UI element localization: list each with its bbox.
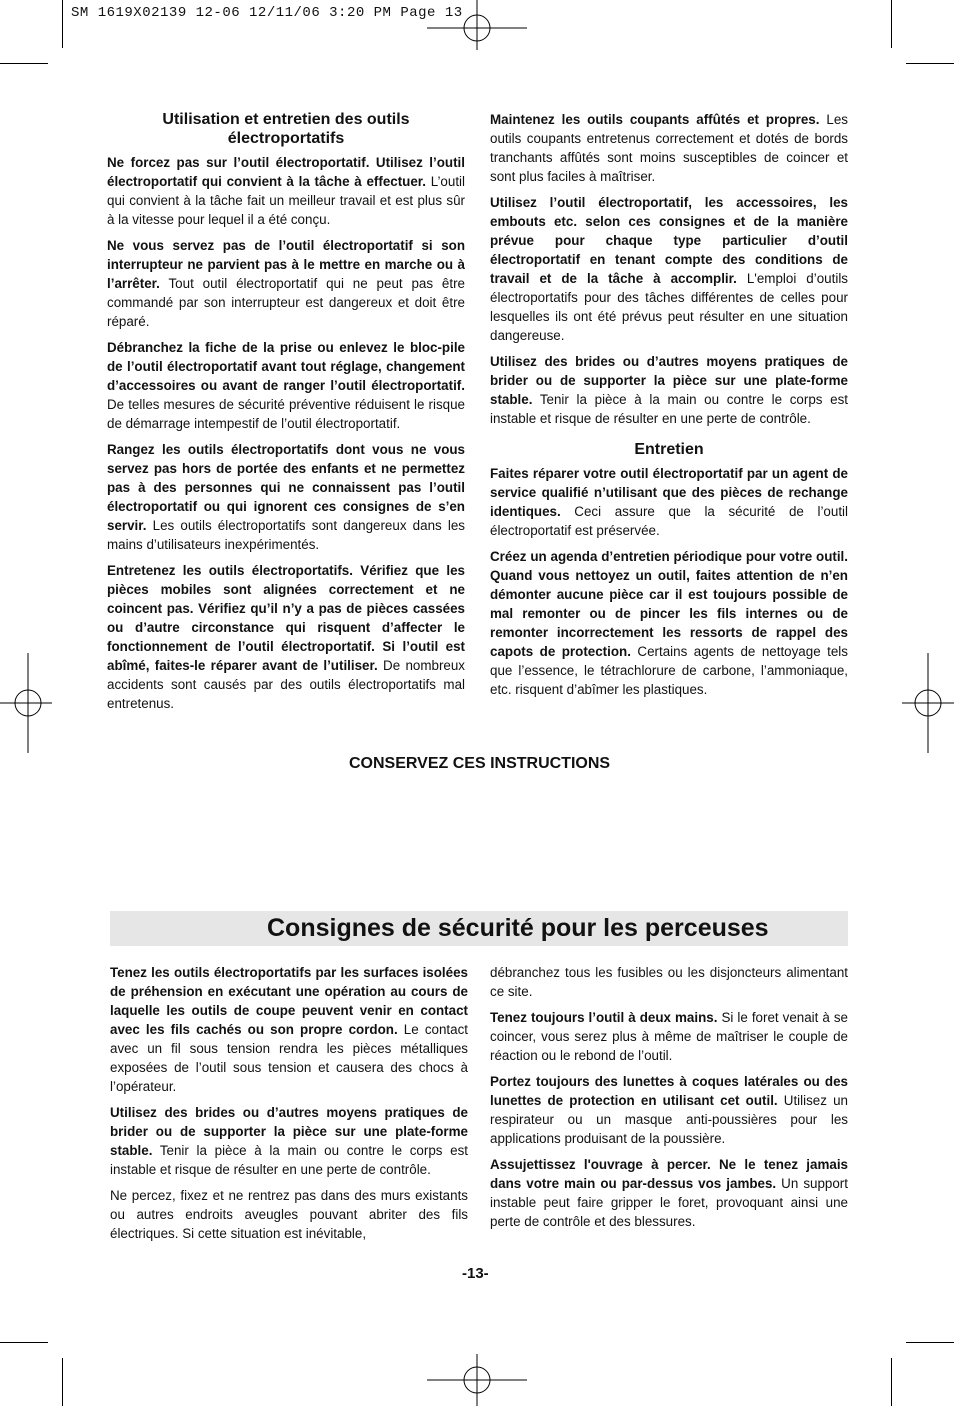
bold-lead: Utilisez l’outil électroportatif, les accessoires, les embouts etc. selon ces consignes et de la manière prévue pour chaque type particulier d’outil électroportatif en tenant compte des conditions de travail et de la tâche à accomplir. bbox=[490, 195, 848, 286]
paragraph bbox=[107, 338, 465, 433]
crop-mark bbox=[891, 0, 892, 48]
paragraph bbox=[110, 963, 468, 1096]
paragraph-text: Tout outil électroportatif qui ne peut pas être commandé par son interrupteur est dangereux et doit être réparé. bbox=[107, 276, 465, 329]
paragraph bbox=[490, 1155, 848, 1231]
paragraph bbox=[490, 464, 848, 540]
paragraph-text: Ceci assure que la sécurité de l’outil électroportatif est préservée. bbox=[490, 504, 848, 538]
bold-lead: Créez un agenda d’entretien périodique pour votre outil. Quand vous nettoyez un outil, faites attention de n’en démonter aucune pièce car il est toujours possible de mal remonter ou de pincer les fils internes ou de remonter incorrectement les ressorts de rappel des capots de protection. bbox=[490, 549, 848, 659]
paragraph bbox=[490, 963, 848, 1001]
paragraph bbox=[490, 547, 848, 699]
paragraph-text: Tenir la pièce à la main ou contre le corps est instable et risque de résulter en une perte de contrôle. bbox=[110, 1143, 468, 1177]
registration-mark-icon bbox=[427, 0, 527, 52]
bold-lead: Utilisez des brides ou d’autres moyens pratiques de brider ou de supporter la pièce sur une plate-forme stable. bbox=[490, 354, 848, 407]
bold-lead: Rangez les outils électroportatifs dont vous ne vous servez pas hors de portée des enfants et ne permettez pas à des personnes qui ne connaissent pas l’outil électroportatif ou qui ignorent ces consignes de s’en servir. bbox=[107, 442, 465, 533]
bold-lead: Entretenez les outils électroportatifs. Vérifiez que les pièces mobiles sont alignées correctement et ne coincent pas. Vérifiez qu’il n’y a pas de pièces cassées ou d’autre circonstance qui risquent d’affecter le fonctionnement de l’outil électroportatif. Si l’outil est abîmé, faites-le réparer avant de l’utiliser. bbox=[107, 563, 465, 673]
paragraph-text: L'emploi d’outils électroportatifs pour des tâches différentes de celles pour lesquelles ils ont été prévus peut résulter en une situation dangereuse. bbox=[490, 271, 848, 343]
bold-lead: Utilisez des brides ou d’autres moyens pratiques de brider ou de supporter la pièce sur une plate-forme stable. bbox=[110, 1105, 468, 1158]
paragraph bbox=[490, 193, 848, 345]
section-title: Consignes de sécurité pour les perceuses bbox=[267, 914, 769, 942]
crop-mark bbox=[62, 0, 63, 48]
drill-left-column bbox=[110, 963, 468, 1250]
paragraph bbox=[107, 561, 465, 713]
paragraph-text: Le contact avec un fil sous tension rendra les pièces métalliques exposées de l’outil sous tension et causera des chocs à l’opérateur. bbox=[110, 1022, 468, 1094]
paragraph bbox=[490, 352, 848, 428]
section-title-banner bbox=[110, 911, 848, 946]
paragraph bbox=[110, 1103, 468, 1179]
paragraph-text: Certains agents de nettoyage tels que l’essence, le tétrachlorure de carbone, l’ammoniaque, etc. risquent d’abîmer les plastiques. bbox=[490, 644, 848, 697]
registration-mark-icon bbox=[902, 653, 954, 753]
crop-mark bbox=[906, 63, 954, 64]
paragraph-text: Les outils coupants entretenus correctement et dotés de bords tranchants affûtés sont moins susceptibles de coincer et sont plus faciles à maîtriser. bbox=[490, 112, 848, 184]
paragraph-text: Un support instable peut faire gripper le foret, provoquant ainsi une perte de contrôle et des blessures. bbox=[490, 1176, 848, 1229]
paragraph-text: Ne percez, fixez et ne rentrez pas dans des murs existants ou autres endroits aveugles pouvant abriter des fils électriques. Si cette situation est inévitable, bbox=[110, 1188, 468, 1241]
bold-lead: Tenez les outils électroportatifs par les surfaces isolées de préhension en exécutant une opération au cours de laquelle les outils de coupe peuvent venir en contact avec les fils cachés ou son propre cordon. bbox=[110, 965, 468, 1037]
paragraph-text: Tenir la pièce à la main ou contre le corps est instable et risque de résulter en une perte de contrôle. bbox=[490, 392, 848, 426]
crop-mark bbox=[891, 1358, 892, 1406]
paragraph-text: débranchez tous les fusibles ou les disjoncteurs alimentant ce site. bbox=[490, 965, 848, 999]
section-heading: Utilisation et entretien des outils électroportatifs bbox=[162, 111, 410, 147]
registration-mark-icon bbox=[427, 1354, 527, 1406]
paragraph-text: Si le foret venait à se coincer, vous serez plus à même de maîtriser le couple de réaction ou le rebond de l’outil. bbox=[490, 1010, 848, 1063]
paragraph-text: Les outils électroportatifs sont dangereux dans les mains d’utilisateurs inexpérimentés. bbox=[107, 518, 465, 552]
paragraph-text: De nombreux accidents sont causés par des outils électroportatifs mal entretenus. bbox=[107, 658, 465, 711]
bold-lead: Portez toujours des lunettes à coques latérales ou des lunettes de protection en utilisant cet outil. bbox=[490, 1074, 848, 1108]
paragraph-text: Utilisez un respirateur ou un masque anti-poussières pour les applications produisant de la poussière. bbox=[490, 1093, 848, 1146]
crop-mark bbox=[906, 1342, 954, 1343]
registration-mark-icon bbox=[0, 653, 52, 753]
paragraph bbox=[490, 1008, 848, 1065]
crop-mark bbox=[0, 63, 48, 64]
maintenance-left-column bbox=[107, 110, 465, 720]
crop-mark bbox=[62, 1358, 63, 1406]
paragraph bbox=[107, 153, 465, 229]
bold-lead: Faites réparer votre outil électroportatif par un agent de service qualifié n’utilisant que des pièces de rechange identiques. bbox=[490, 466, 848, 519]
bold-lead: Assujettissez l'ouvrage à percer. Ne le tenez jamais dans votre main ou par-dessus vos jambes. bbox=[490, 1157, 848, 1191]
paragraph bbox=[107, 236, 465, 331]
section-heading: Entretien bbox=[634, 441, 704, 458]
paragraph-text: De telles mesures de sécurité préventive réduisent le risque de démarrage intempestif de l’outil électroportatif. bbox=[107, 397, 465, 431]
bold-lead: Ne forcez pas sur l’outil électroportatif. Utilisez l’outil électroportatif qui convient à la tâche à effectuer. bbox=[107, 155, 465, 189]
paragraph bbox=[490, 1072, 848, 1148]
maintenance-right-column bbox=[490, 110, 848, 706]
bold-lead: Ne vous servez pas de l’outil électroportatif si son interrupteur ne parvient pas à le mettre en marche ou à l’arrêter. bbox=[107, 238, 465, 291]
page-number: -13- bbox=[462, 1265, 489, 1282]
print-slug: SM 1619X02139 12-06 12/11/06 3:20 PM Page 13 bbox=[71, 5, 463, 21]
paragraph bbox=[490, 110, 848, 186]
paragraph bbox=[107, 440, 465, 554]
bold-lead: Débranchez la fiche de la prise ou enlevez le bloc-pile de l’outil électroportatif avant tout réglage, changement d’accessoires ou avant de ranger l’outil électroportatif. bbox=[107, 340, 465, 393]
drill-right-column bbox=[490, 963, 848, 1238]
bold-lead: Tenez toujours l’outil à deux mains. bbox=[490, 1010, 718, 1025]
paragraph bbox=[110, 1186, 468, 1243]
paragraph-text: L’outil qui convient à la tâche fait un meilleur travail et est plus sûr à la vitesse pour lequel il a été conçu. bbox=[107, 174, 465, 227]
bold-lead: Maintenez les outils coupants affûtés et propres. bbox=[490, 112, 820, 127]
crop-mark bbox=[0, 1342, 48, 1343]
keep-instructions-heading: CONSERVEZ CES INSTRUCTIONS bbox=[349, 755, 611, 772]
